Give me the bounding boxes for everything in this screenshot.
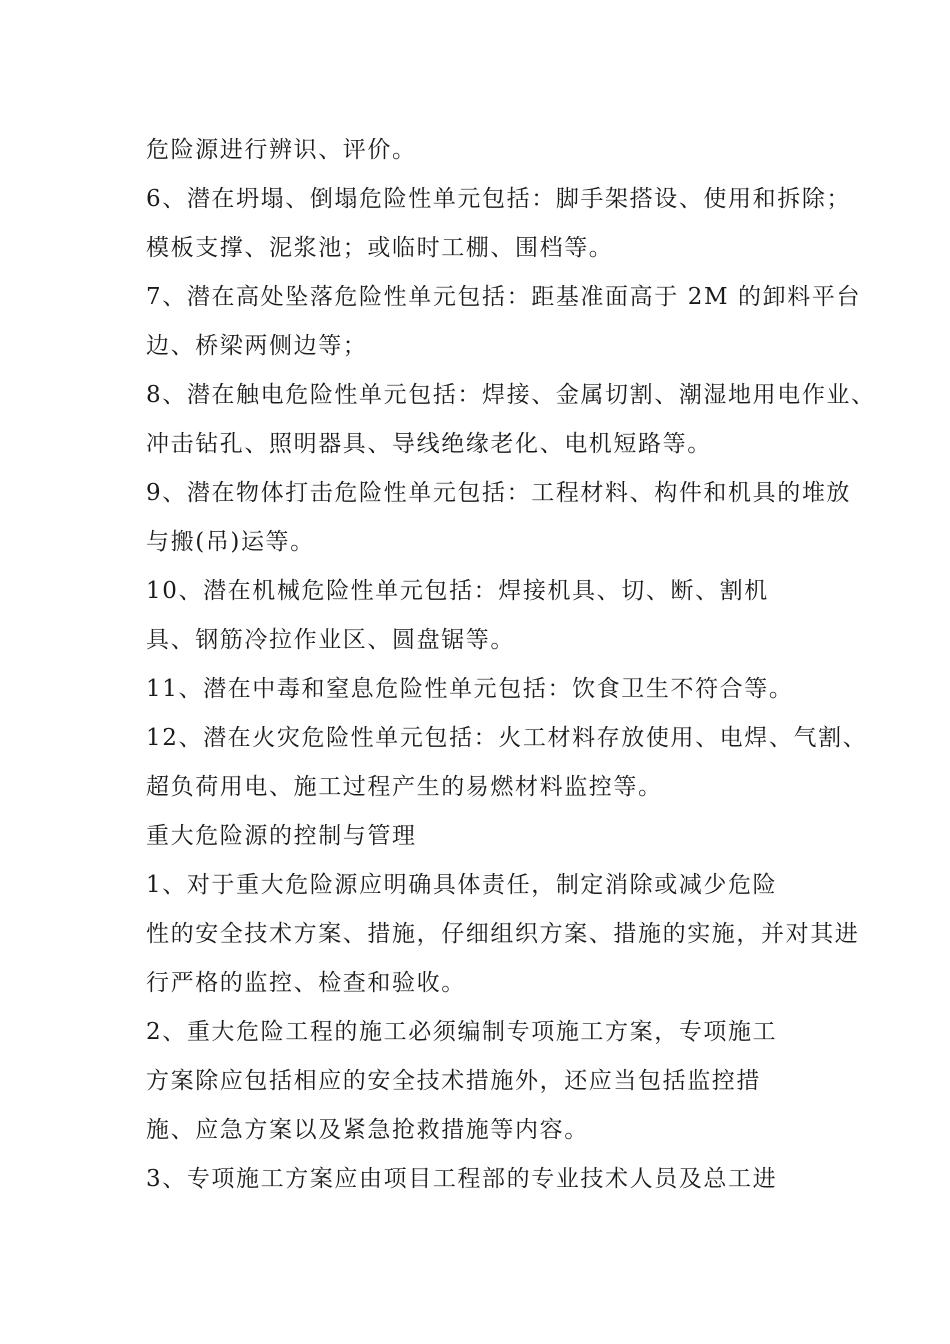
- list-item-10: 10、潜在机械危险性单元包括：焊接机具、切、断、割机: [146, 578, 769, 604]
- control-item-3: 3、专项施工方案应由项目工程部的专业技术人员及总工进: [146, 1166, 778, 1192]
- list-item-9-cont: 与搬(吊)运等。: [146, 529, 315, 555]
- list-item-7: 7、潜在高处坠落危险性单元包括：距基准面高于 2M 的卸料平台: [146, 284, 862, 310]
- list-item-8: 8、潜在触电危险性单元包括：焊接、金属切割、潮湿地用电作业、: [146, 382, 876, 408]
- section-heading: 重大危险源的控制与管理: [146, 823, 417, 849]
- control-item-2: 2、重大危险工程的施工必须编制专项施工方案，专项施工: [146, 1019, 778, 1045]
- control-item-2-cont: 施、应急方案以及紧急抢救措施等内容。: [146, 1117, 589, 1143]
- list-item-11: 11、潜在中毒和窒息危险性单元包括：饮食卫生不符合等。: [146, 676, 794, 702]
- list-item-7-cont: 边、桥梁两侧边等；: [146, 333, 368, 359]
- control-item-1-cont: 性的安全技术方案、措施，仔细组织方案、措施的实施，并对其进: [146, 921, 860, 947]
- control-item-1-cont: 行严格的监控、检查和验收。: [146, 970, 466, 996]
- list-item-8-cont: 冲击钻孔、照明器具、导线绝缘老化、电机短路等。: [146, 431, 712, 457]
- list-item-6: 6、潜在坍塌、倒塌危险性单元包括：脚手架搭设、使用和拆除；: [146, 186, 852, 212]
- control-item-1: 1、对于重大危险源应明确具体责任，制定消除或减少危险: [146, 872, 778, 898]
- text-line-continuation: 危险源进行辨识、评价。: [146, 137, 417, 163]
- document-body: [146, 126, 876, 1204]
- list-item-12-cont: 超负荷用电、施工过程产生的易燃材料监控等。: [146, 774, 663, 800]
- list-item-9: 9、潜在物体打击危险性单元包括：工程材料、构件和机具的堆放: [146, 480, 852, 506]
- control-item-2-cont: 方案除应包括相应的安全技术措施外，还应当包括监控措: [146, 1068, 761, 1094]
- list-item-10-cont: 具、钢筋冷拉作业区、圆盘锯等。: [146, 627, 515, 653]
- list-item-6-cont: 模板支撑、泥浆池；或临时工棚、围档等。: [146, 235, 614, 261]
- list-item-12: 12、潜在火灾危险性单元包括：火工材料存放使用、电焊、气割、: [146, 725, 868, 751]
